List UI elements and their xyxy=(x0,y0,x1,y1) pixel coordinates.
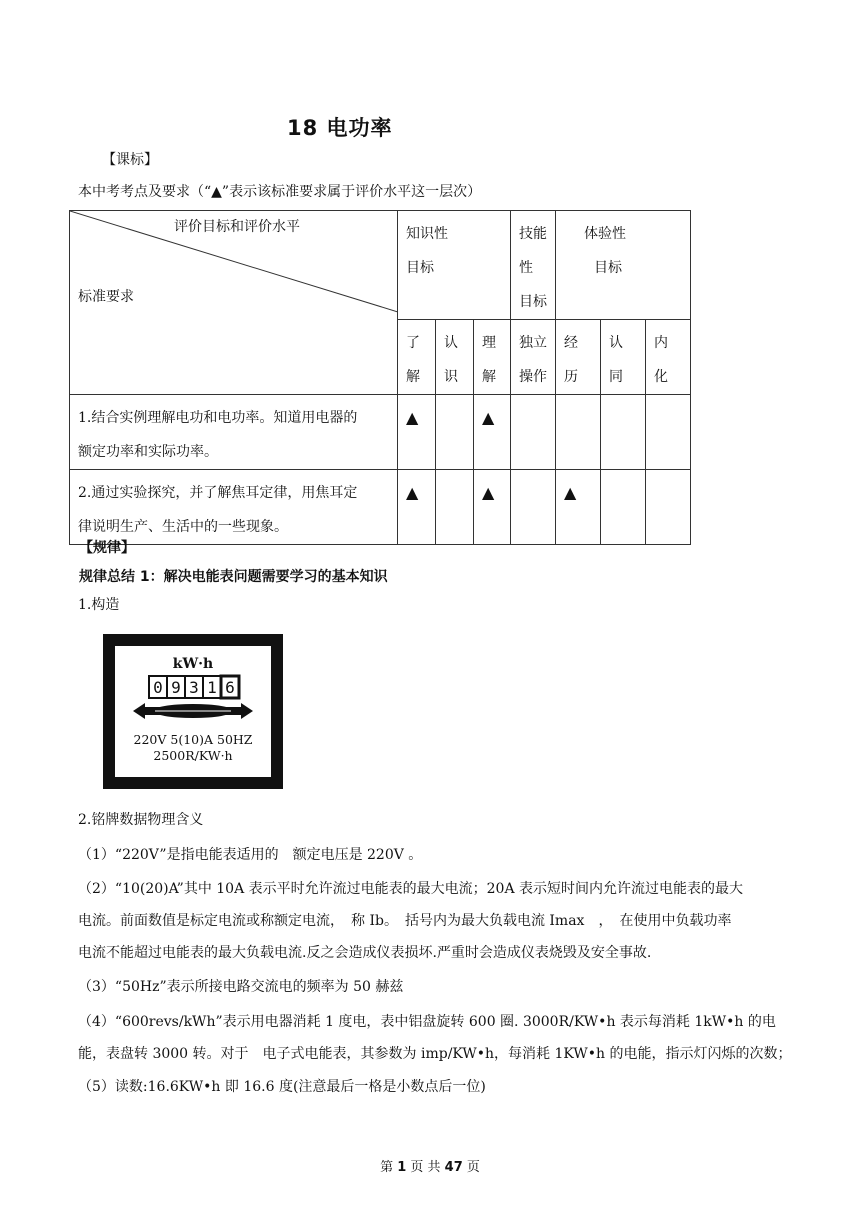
item-nameplate: 2.铭牌数据物理含义 xyxy=(78,812,204,828)
meter-digit: 9 xyxy=(171,678,181,697)
meter-digit: 6 xyxy=(225,678,235,697)
group-experience: 体验性 目标 xyxy=(556,211,691,320)
subheader-cell: 认 同 xyxy=(601,320,646,395)
mark-cell xyxy=(601,470,646,545)
section-guilv: 【规律】 xyxy=(79,540,135,556)
mark-cell xyxy=(436,470,474,545)
table-row xyxy=(70,395,691,470)
diag-bottom-label: 标准要求 xyxy=(78,289,134,305)
mark-cell: ▲ xyxy=(474,470,511,545)
summary-heading: 规律总结 1：解决电能表问题需要学习的基本知识 xyxy=(79,569,388,585)
paragraph: （5）读数:16.6KW•h 即 16.6 度(注意最后一格是小数点后一位) xyxy=(78,1079,486,1095)
page-title: 18 电功率 xyxy=(287,116,393,140)
mark-cell: ▲ xyxy=(556,470,601,545)
diagonal-header-cell xyxy=(70,211,398,395)
standards-table xyxy=(69,210,691,545)
subheader-cell: 内 化 xyxy=(646,320,691,395)
meter-rate: 2500R/KW·h xyxy=(153,748,233,763)
mark-cell: ▲ xyxy=(398,470,436,545)
paragraph: （4）“600revs/kWh”表示用电器消耗 1 度电，表中铝盘旋转 600 圈. 3000R/KW•h 表示每消耗 1kW•h 的电 xyxy=(78,1014,776,1030)
group-skill: 技能 性 目标 xyxy=(511,211,556,320)
subheader-cell: 认 识 xyxy=(436,320,474,395)
paragraph: 电流不能超过电能表的最大负载电流.反之会造成仪表损坏.严重时会造成仪表烧毁及安全事故. xyxy=(78,945,652,961)
table-row xyxy=(70,470,691,545)
mark-cell xyxy=(511,395,556,470)
mark-cell xyxy=(646,395,691,470)
subheader-cell: 独立 操作 xyxy=(511,320,556,395)
meter-image xyxy=(103,634,283,789)
meter-face xyxy=(115,646,271,777)
meter-digit: 3 xyxy=(189,678,199,697)
row-text: 1.结合实例理解电功和电功率。知道用电器的 额定功率和实际功率。 xyxy=(70,395,398,470)
mark-cell xyxy=(601,395,646,470)
section-kebiao: 【课标】 xyxy=(102,152,158,168)
mark-cell xyxy=(511,470,556,545)
meter-disc-icon xyxy=(133,703,253,719)
paragraph: （1）“220V”是指电能表适用的 额定电压是 220V 。 xyxy=(78,847,423,863)
page-total: 47 xyxy=(444,1160,463,1175)
mark-cell xyxy=(556,395,601,470)
group-knowledge: 知识性 目标 xyxy=(398,211,511,320)
subheader-cell: 经 历 xyxy=(556,320,601,395)
meter-spec: 220V 5(10)A 50HZ xyxy=(133,732,253,747)
paragraph: 电流。前面数值是标定电流或称额定电流， 称 Ib。 括号内为最大负载电流 Imax ， 在使用中负载功率 xyxy=(78,913,732,929)
mark-cell xyxy=(646,470,691,545)
item-construction: 1.构造 xyxy=(78,597,120,613)
subheader-cell: 理 解 xyxy=(474,320,511,395)
meter-digits xyxy=(149,676,239,698)
meter-unit: kW·h xyxy=(172,656,214,672)
row-text: 2.通过实验探究，并了解焦耳定律，用焦耳定 律说明生产、生活中的一些现象。 xyxy=(70,470,398,545)
diag-top-label: 评价目标和评价水平 xyxy=(174,219,300,235)
meter-digit: 1 xyxy=(207,678,217,697)
page-footer: 第 1 页 共 47 页 xyxy=(380,1160,480,1175)
intro-text: 本中考考点及要求（“▲”表示该标准要求属于评价水平这一层次） xyxy=(78,184,482,200)
mark-cell xyxy=(436,395,474,470)
meter-digit: 0 xyxy=(153,678,163,697)
paragraph: 能，表盘转 3000 转。对于 电子式电能表，其参数为 imp/KW•h，每消耗 1KW•h 的电能，指示灯闪烁的次数； xyxy=(78,1046,792,1062)
page-number: 1 xyxy=(397,1160,407,1175)
paragraph: （2）“10(20)A”其中 10A 表示平时允许流过电能表的最大电流；20A 表示短时间内允许流过电能表的最大 xyxy=(78,881,744,897)
subheader-cell: 了 解 xyxy=(398,320,436,395)
mark-cell: ▲ xyxy=(474,395,511,470)
mark-cell: ▲ xyxy=(398,395,436,470)
paragraph: （3）“50Hz”表示所接电路交流电的频率为 50 赫兹 xyxy=(78,979,404,995)
